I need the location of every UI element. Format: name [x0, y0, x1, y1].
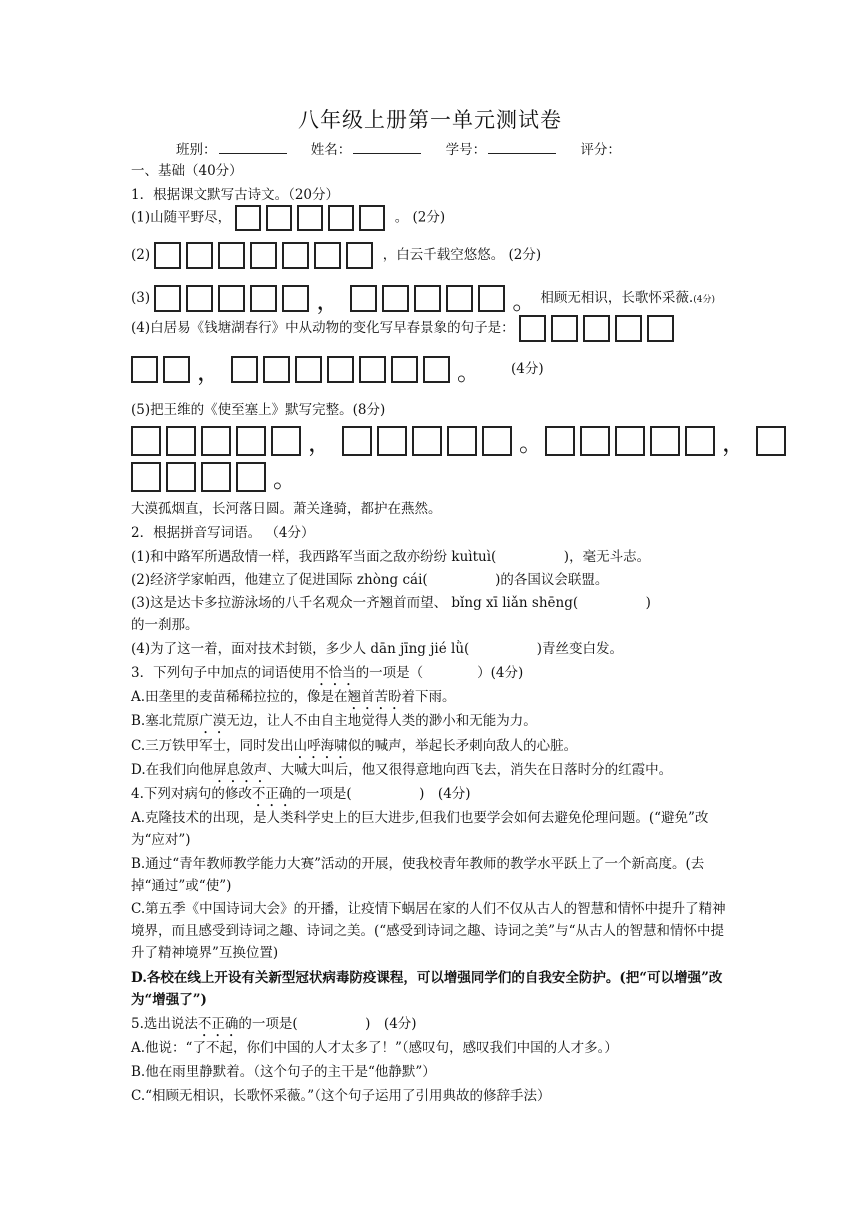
answer-box[interactable]	[236, 462, 266, 492]
comma: ，	[722, 429, 746, 457]
answer-box[interactable]	[519, 315, 546, 342]
q1-part1-score: 。 (2分)	[394, 209, 446, 226]
class-blank[interactable]	[219, 141, 287, 154]
q2-line2: (2)经济学家帕西，他建立了促进国际 zhòng cái( )的各国议会联盟。	[131, 572, 609, 588]
q4-option-c: C.第五季《中国诗词大会》的开播，让疫情下蜗居在家的人们不仅从古人的智慧和情怀中提升了精神境界，而且感受到诗词之趣、诗词之美。(“感受到诗词之趣、诗词之美”与“从古人的智慧和情怀中提升了精神境界”互换位置)	[131, 901, 726, 961]
answer-box[interactable]	[615, 426, 645, 456]
answer-box[interactable]	[377, 426, 407, 456]
answer-box[interactable]	[282, 242, 309, 269]
q4-option-a: A.克隆技术的出现，是人类科学史上的巨大进步,但我们也要学会如何去避免伦理问题。(“避免”改为“应对”)	[131, 810, 709, 848]
answer-box[interactable]	[297, 205, 323, 231]
answer-box[interactable]	[551, 315, 578, 342]
comma: ，	[308, 429, 332, 457]
section-heading: 一、基础（40分）	[131, 163, 243, 179]
answer-box[interactable]	[650, 426, 680, 456]
answer-box[interactable]	[154, 242, 181, 269]
answer-box[interactable]	[412, 426, 442, 456]
period: 。	[512, 287, 537, 315]
q5-prompt-b: 的一项是( ) (4分)	[238, 1016, 417, 1032]
q2-line3-cont: 的一刹那。	[131, 617, 199, 633]
q1-part1	[131, 205, 445, 231]
student-info-row	[176, 138, 623, 158]
answer-box[interactable]	[447, 426, 477, 456]
question-5-prompt	[131, 1013, 417, 1040]
answer-box[interactable]	[271, 426, 301, 456]
q5-prompt-a: 5.选出说法	[131, 1016, 198, 1032]
answer-box[interactable]	[282, 285, 309, 312]
answer-box[interactable]	[166, 426, 196, 456]
q1-part2	[131, 242, 541, 269]
period: 。	[273, 465, 297, 493]
answer-box[interactable]	[346, 242, 373, 269]
name-blank[interactable]	[353, 141, 421, 154]
q2-line1: (1)和中路军所遇敌情一样，我西路军当面之敌亦纷纷 kuìtuì( )，毫无斗志。	[131, 549, 651, 565]
q1-part4-text: (4)白居易《钱塘湖春行》中从动物的变化写早春景象的句子是：	[131, 320, 515, 336]
q3-option-a	[131, 686, 456, 713]
q1-part3-tail: 相顾无相识，长歌怀采薇.	[540, 290, 694, 306]
answer-box[interactable]	[478, 285, 505, 312]
answer-box[interactable]	[615, 315, 642, 342]
q3-option-d	[131, 759, 672, 786]
q5-prompt-emph: 不正确	[197, 1016, 239, 1032]
q3-b-tail: 无边，让人不由自主地觉得人类的渺小和无能为力。	[226, 713, 537, 729]
answer-box[interactable]	[295, 356, 322, 383]
q3-b-emph: 广漠	[199, 713, 227, 729]
score-label: 评分：	[580, 142, 621, 158]
answer-box[interactable]	[423, 356, 450, 383]
q1-part5-line2	[131, 459, 307, 494]
answer-box[interactable]	[350, 285, 377, 312]
q3-c-emph: 山呼海啸	[293, 738, 348, 754]
answer-box[interactable]	[583, 315, 610, 342]
q3-d-text: D.在我们向他	[131, 762, 214, 778]
q1-part3	[131, 281, 715, 316]
q4-prompt-emph: 不正确	[251, 786, 293, 802]
answer-box[interactable]	[186, 242, 213, 269]
answer-box[interactable]	[482, 426, 512, 456]
answer-box[interactable]	[201, 426, 231, 456]
comma: ，	[316, 287, 341, 315]
q5-option-c: C.“相顾无相识，长歌怀采薇。”（这个句子运用了引用典故的修辞手法）	[131, 1088, 551, 1104]
answer-box[interactable]	[250, 242, 277, 269]
answer-box[interactable]	[163, 356, 190, 383]
q3-c-tail: 似的喊声，举起长矛刺向敌人的心脏。	[347, 738, 578, 754]
answer-box[interactable]	[414, 285, 441, 312]
id-label: 学号：	[445, 142, 487, 158]
comma: ，	[197, 358, 221, 386]
answer-box[interactable]	[327, 356, 354, 383]
q1-part4-line2	[131, 352, 544, 387]
name-label: 姓名：	[310, 142, 352, 158]
q3-option-c	[131, 735, 577, 762]
q3-d-emph: 屏息敛声	[213, 762, 268, 778]
q4-option-d: D.各校在线上开设有关新型冠状病毒防疫课程，可以增强同学们的自我安全防护。(把“可以增强”改为“增强了”)	[131, 970, 723, 1008]
q4-option-b: B.通过“青年教师教学能力大赛”活动的开展，使我校青年教师的教学水平跃上了一个新高度。(去掉“通过”或“使”)	[131, 856, 705, 894]
q1-part2-text: (2)	[131, 247, 151, 263]
q1-part5-line1	[131, 423, 791, 458]
q3-prompt-emph: 不恰当	[315, 665, 356, 681]
period: 。	[457, 358, 481, 386]
q3-a-text: A.田垄里的麦苗稀稀拉拉的，像是在	[131, 689, 348, 705]
answer-box[interactable]	[647, 315, 674, 342]
answer-box[interactable]	[359, 356, 386, 383]
answer-box[interactable]	[446, 285, 473, 312]
q3-a-tail: 着下雨。	[401, 689, 456, 705]
answer-box[interactable]	[756, 426, 786, 456]
answer-box[interactable]	[154, 285, 181, 312]
answer-box[interactable]	[201, 462, 231, 492]
answer-box[interactable]	[236, 426, 266, 456]
answer-box[interactable]	[545, 426, 575, 456]
page-title: 八年级上册第一单元测试卷	[298, 108, 562, 132]
period: 。	[519, 429, 543, 457]
answer-box[interactable]	[235, 205, 261, 231]
q1-part2-tail: ，白云千载空悠悠。 (2分)	[382, 247, 542, 263]
answer-box[interactable]	[218, 285, 245, 312]
answer-box[interactable]	[131, 426, 161, 456]
question-3-prompt	[131, 662, 523, 689]
answer-box[interactable]	[250, 285, 277, 312]
question-1-prompt: 1．根据课文默写古诗文。（20分）	[131, 187, 340, 203]
q1-part4-line1	[131, 315, 679, 342]
answer-box[interactable]	[186, 285, 213, 312]
answer-box[interactable]	[266, 205, 292, 231]
answer-box[interactable]	[342, 426, 372, 456]
q5-option-a: A.他说：“了不起，你们中国的人才太多了！”（感叹句，感叹我们中国的人才多。）	[131, 1040, 618, 1056]
q2-line3: (3)这是达卡多拉游泳场的八千名观众一齐翘首而望、 bǐng xī liǎn shēng( )	[131, 595, 651, 611]
q4-prompt-b: 的一项是( ) (4分)	[292, 786, 471, 802]
answer-box[interactable]	[131, 462, 161, 492]
q3-a-emph: 翘首苦盼	[347, 689, 402, 705]
answer-box[interactable]	[580, 426, 610, 456]
q1-part4-score: (4分)	[511, 361, 544, 377]
answer-box[interactable]	[685, 426, 715, 456]
q3-b-text: B.塞北荒原	[131, 713, 200, 729]
q3-prompt-a: 3．下列句子中加点的词语使用	[131, 665, 316, 681]
answer-box[interactable]	[382, 285, 409, 312]
answer-box[interactable]	[328, 205, 354, 231]
q1-part5-text: (5)把王维的《使至塞上》默写完整。(8分)	[131, 402, 386, 418]
q3-prompt-b: 的一项是（ ）(4分)	[355, 665, 524, 681]
answer-box[interactable]	[166, 462, 196, 492]
class-label: 班别：	[176, 142, 217, 158]
q1-part5-tail: 大漠孤烟直，长河落日圆。萧关逢骑，都护在燕然。	[131, 501, 442, 517]
answer-box[interactable]	[391, 356, 418, 383]
answer-box[interactable]	[359, 205, 385, 231]
answer-box[interactable]	[131, 356, 158, 383]
question-4-prompt	[131, 783, 471, 810]
answer-box[interactable]	[231, 356, 258, 383]
q2-line4: (4)为了这一着，面对技术封锁，多少人 dān jīng jié lǜ( )青丝变白发。	[131, 641, 624, 657]
id-blank[interactable]	[488, 141, 556, 154]
answer-box[interactable]	[218, 242, 245, 269]
q3-option-b	[131, 710, 537, 737]
q1-part1-text: (1)山随平野尽，	[131, 209, 232, 226]
q4-prompt-a: 4.下列对病句的修改	[131, 786, 252, 802]
q3-d-tail: 、大喊大叫后，他又很得意地向西飞去，消失在日落时分的红霞中。	[267, 762, 673, 778]
answer-box[interactable]	[263, 356, 290, 383]
q1-part3-text: (3)	[131, 290, 151, 306]
q3-c-text: C.三万铁甲军士，同时发出	[131, 738, 294, 754]
q5-option-b: B.他在雨里静默着。（这个句子的主干是“他静默”）	[131, 1064, 436, 1080]
question-2-prompt: 2．根据拼音写词语。 （4分）	[131, 525, 315, 541]
q1-part3-score: (4分)	[693, 295, 715, 305]
answer-box[interactable]	[314, 242, 341, 269]
